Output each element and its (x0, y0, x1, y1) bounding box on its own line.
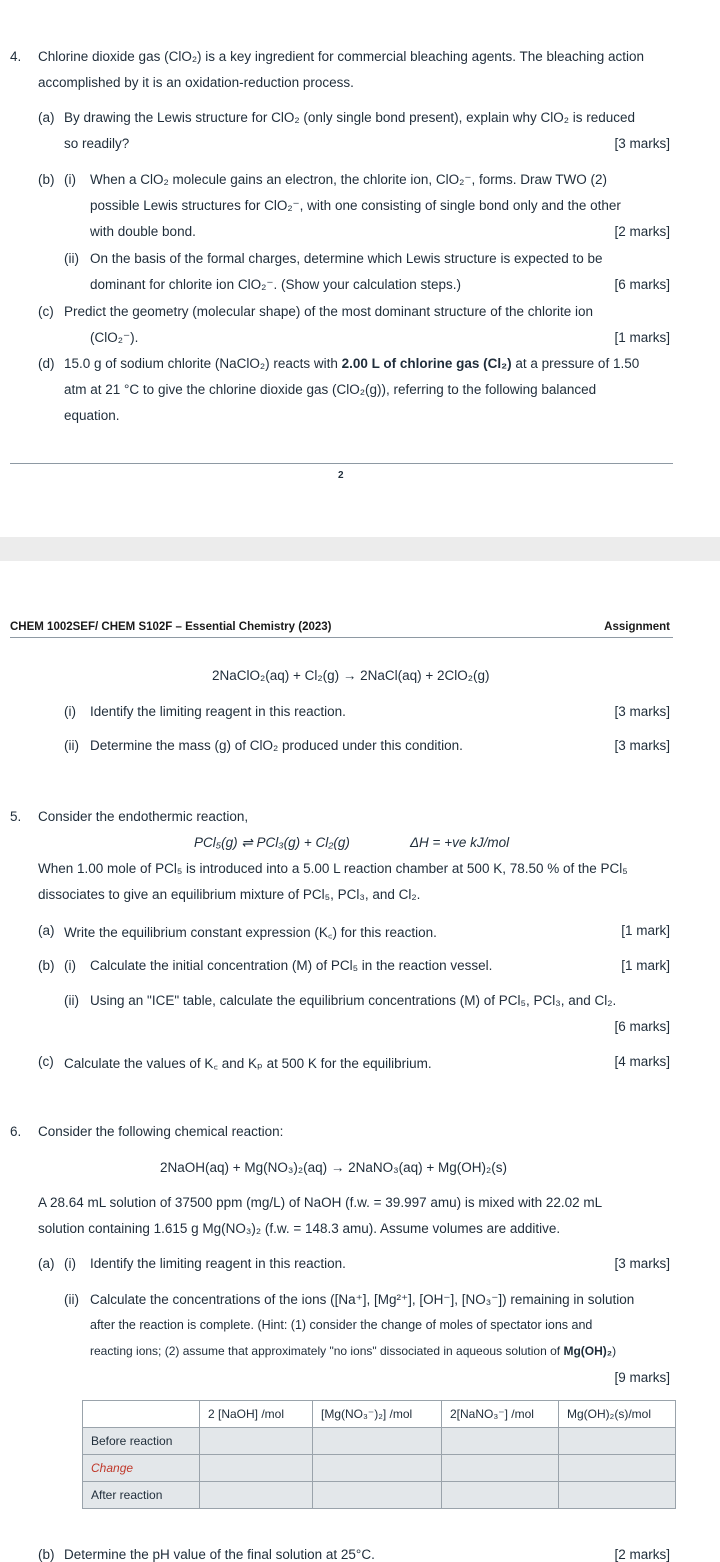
ice-cell[interactable] (200, 1482, 313, 1509)
q6aii-line2: after the reaction is complete. (Hint: (1) consider the change of moles of spectator ions and (90, 1318, 593, 1332)
ice-row-label-after: After reaction (83, 1482, 200, 1509)
q6ai-text: Identify the limiting reagent in this reaction. (90, 1256, 346, 1271)
q4bi-line2: possible Lewis structures for ClO₂⁻, with one consisting of single bond only and the other (90, 198, 621, 213)
q5c-label: (c) (38, 1054, 54, 1069)
ice-cell[interactable] (559, 1428, 676, 1455)
q6aii-line3 (90, 1344, 616, 1358)
ice-cell[interactable] (200, 1428, 313, 1455)
q4d-label: (d) (38, 356, 55, 371)
ice-cell[interactable] (442, 1428, 559, 1455)
q4d-line2: atm at 21 °C to give the chlorine dioxide gas (ClO₂(g)), referring to the following balanced (64, 382, 597, 397)
q5-para-line1: When 1.00 mole of PCl₅ is introduced into a 5.00 L reaction chamber at 500 K, 78.50 % of the PCl₅ (38, 861, 628, 876)
q4d-line1-a: 15.0 g of sodium chlorite (NaClO₂) reacts with (64, 356, 342, 371)
ice-header-mgno3: [Mg(NO₃⁻)₂] /mol (313, 1401, 442, 1428)
q4bii-line1: On the basis of the formal charges, determine which Lewis structure is expected to be (90, 251, 603, 266)
ice-cell[interactable] (559, 1482, 676, 1509)
q5-enthalpy: ΔH = +ve kJ/mol (410, 835, 510, 850)
q4bi-marks: [2 marks] (614, 224, 670, 239)
q4c-line1: Predict the geometry (molecular shape) of the most dominant structure of the chlorite ion (64, 304, 594, 319)
page-gap (0, 537, 720, 561)
ice-row-change (83, 1455, 676, 1482)
q4a-label: (a) (38, 110, 55, 125)
q5a-text: Write the equilibrium constant expression (K꜀) for this reaction. (64, 925, 437, 940)
ice-header-naoh: 2 [NaOH] /mol (200, 1401, 313, 1428)
q4bi-label: (i) (64, 172, 76, 187)
q6aii-line3-c: ) (612, 1344, 617, 1358)
q4d-equation: 2NaClO₂(aq) + Cl₂(g) → 2NaCl(aq) + 2ClO₂(g) (212, 668, 490, 683)
q5-equation: PCl₅(g) ⇌ PCl₃(g) + Cl₂(g) (194, 835, 350, 850)
footer-divider (10, 463, 673, 464)
q4bi-line1: When a ClO₂ molecule gains an electron, the chlorite ion, ClO₂⁻, forms. Draw TWO (2) (90, 172, 608, 187)
q4c-label: (c) (38, 304, 54, 319)
q6aii-label: (ii) (64, 1292, 79, 1307)
ice-row-before (83, 1428, 676, 1455)
ice-row-label-before: Before reaction (83, 1428, 200, 1455)
q5-para-line2: dissociates to give an equilibrium mixture of PCl₅, PCl₃, and Cl₂. (38, 887, 421, 902)
ice-row-label-change: Change (83, 1455, 200, 1482)
q6aii-marks: [9 marks] (614, 1370, 670, 1385)
ice-table-header-row (83, 1401, 676, 1428)
ice-row-after (83, 1482, 676, 1509)
q5a-label: (a) (38, 923, 55, 938)
q6ai-label: (i) (64, 1256, 76, 1271)
header-course: CHEM 1002SEF/ CHEM S102F – Essential Chemistry (2023) (10, 621, 332, 633)
q5bi-label: (i) (64, 958, 76, 973)
ice-cell[interactable] (313, 1455, 442, 1482)
page-number: 2 (338, 470, 344, 481)
ice-header-nano3: 2[NaNO₃⁻] /mol (442, 1401, 559, 1428)
q4dii-text: Determine the mass (g) of ClO₂ produced under this condition. (90, 738, 463, 753)
ice-cell[interactable] (200, 1455, 313, 1482)
q6-number: 6. (10, 1124, 22, 1139)
q5b-label: (b) (38, 958, 55, 973)
q4d-line1-bold: 2.00 L of chlorine gas (Cl₂) (341, 356, 512, 371)
q6aii-line3-bold: Mg(OH)₂ (563, 1344, 613, 1358)
ice-cell[interactable] (442, 1455, 559, 1482)
q4a-line2: so readily? (64, 136, 130, 151)
q4dii-marks: [3 marks] (614, 738, 670, 753)
q5c-text: Calculate the values of K꜀ and Kₚ at 500 K for the equilibrium. (64, 1056, 432, 1071)
q6b-marks: [2 marks] (614, 1547, 670, 1562)
q4d-line1 (64, 356, 639, 371)
q4di-marks: [3 marks] (614, 704, 670, 719)
q4-number: 4. (10, 49, 22, 64)
ice-header-mgoh2: Mg(OH)₂(s)/mol (559, 1401, 676, 1428)
q6-para-line2: solution containing 1.615 g Mg(NO₃)₂ (f.w. = 148.3 amu). Assume volumes are additive. (38, 1221, 561, 1236)
q4dii-label: (ii) (64, 738, 79, 753)
ice-header-blank (83, 1401, 200, 1428)
q4c-marks: [1 marks] (614, 330, 670, 345)
q5bii-marks: [6 marks] (614, 1019, 670, 1034)
q5-number: 5. (10, 809, 22, 824)
q5c-marks: [4 marks] (614, 1054, 670, 1069)
header-assignment: Assignment (604, 621, 670, 633)
q5a-marks: [1 mark] (621, 923, 670, 938)
q4di-label: (i) (64, 704, 76, 719)
q4-intro-line1: Chlorine dioxide gas (ClO₂) is a key ingredient for commercial bleaching agents. The bleaching action (38, 49, 645, 64)
q4c-line2: (ClO₂⁻). (90, 330, 139, 345)
q4di-text: Identify the limiting reagent in this reaction. (90, 704, 346, 719)
q6b-label: (b) (38, 1547, 55, 1562)
ice-cell[interactable] (313, 1428, 442, 1455)
q6-para-line1: A 28.64 mL solution of 37500 ppm (mg/L) of NaOH (f.w. = 39.997 amu) is mixed with 22.02 mL (38, 1195, 603, 1210)
header-divider (10, 637, 673, 638)
q6ai-marks: [3 marks] (614, 1256, 670, 1271)
ice-cell[interactable] (442, 1482, 559, 1509)
page-1 (0, 0, 720, 537)
ice-cell[interactable] (313, 1482, 442, 1509)
q4a-line1: By drawing the Lewis structure for ClO₂ (only single bond present), explain why ClO₂ is reduced (64, 110, 635, 125)
q6aii-line1: Calculate the concentrations of the ions ([Na⁺], [Mg²⁺], [OH⁻], [NO₃⁻]) remaining in solution (90, 1292, 635, 1307)
q4-intro-line2: accomplished by it is an oxidation-reduction process. (38, 75, 354, 90)
q4a-marks: [3 marks] (614, 136, 670, 151)
q5bi-text: Calculate the initial concentration (M) of PCl₅ in the reaction vessel. (90, 958, 493, 973)
q4bii-label: (ii) (64, 251, 79, 266)
q4bii-line2: dominant for chlorite ion ClO₂⁻. (Show your calculation steps.) (90, 277, 462, 292)
q5-intro: Consider the endothermic reaction, (38, 809, 249, 824)
q5bii-text: Using an "ICE" table, calculate the equilibrium concentrations (M) of PCl₅, PCl₃, and Cl₂. (90, 993, 617, 1008)
q6aii-line3-a: reacting ions; (2) assume that approximately "no ions" dissociated in aqueous solution of (90, 1344, 564, 1358)
q5bii-label: (ii) (64, 993, 79, 1008)
q6-equation: 2NaOH(aq) + Mg(NO₃)₂(aq) → 2NaNO₃(aq) + Mg(OH)₂(s) (160, 1160, 508, 1175)
q4d-line3: equation. (64, 408, 120, 423)
q4bii-marks: [6 marks] (614, 277, 670, 292)
q5bi-marks: [1 mark] (621, 958, 670, 973)
q4bi-line3: with double bond. (90, 224, 196, 239)
ice-cell[interactable] (559, 1455, 676, 1482)
q6a-label: (a) (38, 1256, 55, 1271)
q4b-label: (b) (38, 172, 55, 187)
q4d-line1-c: at a pressure of 1.50 (511, 356, 640, 371)
q6b-text: Determine the pH value of the final solution at 25°C. (64, 1547, 375, 1562)
q6-intro: Consider the following chemical reaction: (38, 1124, 284, 1139)
ice-table (82, 1400, 676, 1509)
